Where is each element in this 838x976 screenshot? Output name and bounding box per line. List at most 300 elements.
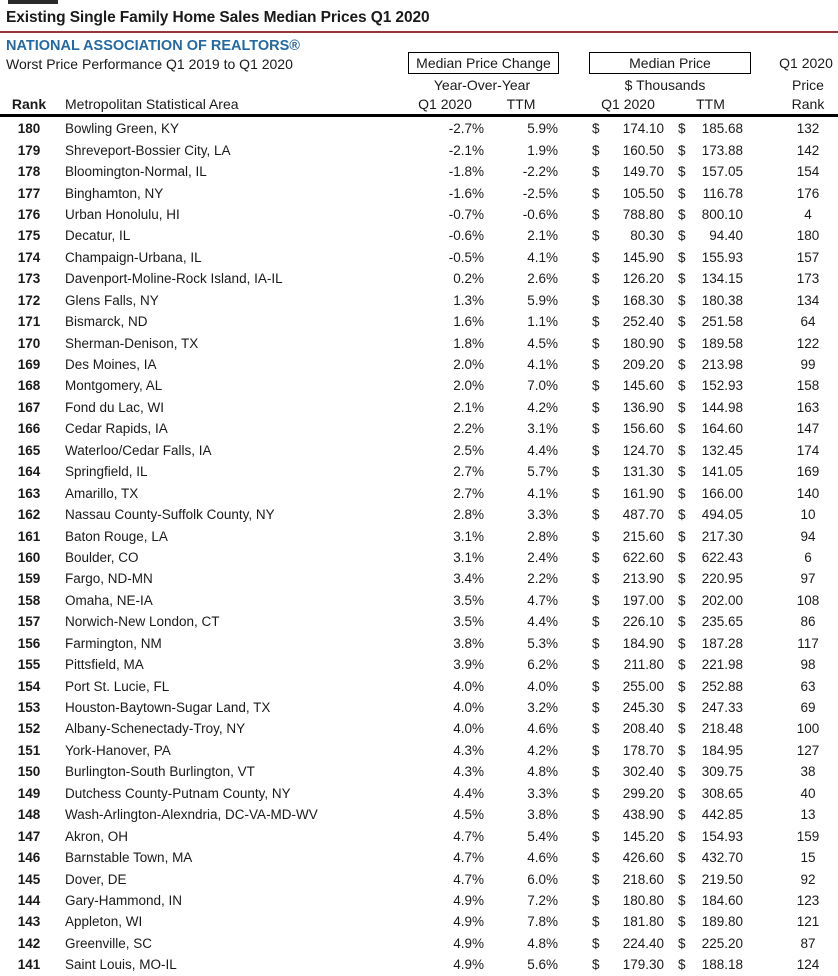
row-yoy-q1-2020: 4.0% <box>453 678 484 694</box>
row-yoy-q1-2020: 1.6% <box>453 314 484 330</box>
row-metro-area: Nassau County-Suffolk County, NY <box>65 507 275 523</box>
price-value: 308.65 <box>701 785 743 801</box>
currency-symbol: $ <box>678 828 686 844</box>
row-metro-area: Fond du Lac, WI <box>65 399 165 415</box>
currency-symbol: $ <box>592 742 600 758</box>
currency-symbol: $ <box>678 314 686 330</box>
row-metro-area: Amarillo, TX <box>65 485 139 501</box>
row-median-price-q1-2020 <box>558 593 664 608</box>
table-row <box>0 182 838 203</box>
price-value: 309.75 <box>701 764 743 780</box>
row-rank: 155 <box>17 657 41 673</box>
price-value: 179.30 <box>622 957 664 973</box>
row-yoy-ttm: 5.9% <box>527 121 558 137</box>
price-value: 181.80 <box>622 914 664 930</box>
price-value: 126.20 <box>622 271 664 287</box>
price-value: 219.50 <box>701 871 743 887</box>
row-yoy-q1-2020: 3.4% <box>453 571 484 587</box>
row-metro-area: Omaha, NE-IA <box>65 592 153 608</box>
title-rule <box>0 31 838 33</box>
row-metro-area: York-Hanover, PA <box>65 742 171 758</box>
subheader-row <box>0 77 838 93</box>
currency-symbol: $ <box>592 957 600 973</box>
row-price-rank: 159 <box>796 828 820 844</box>
table-row <box>0 633 838 654</box>
row-median-price-ttm <box>664 893 752 908</box>
row-yoy-ttm: 7.8% <box>527 914 558 930</box>
price-value: 124.70 <box>622 442 664 458</box>
price-value: 144.98 <box>701 399 743 415</box>
row-yoy-q1-2020: 2.5% <box>453 442 484 458</box>
price-value: 208.40 <box>622 721 664 737</box>
row-yoy-ttm: 5.9% <box>527 292 558 308</box>
currency-symbol: $ <box>592 378 600 394</box>
row-metro-area: Dutchess County-Putnam County, NY <box>65 785 291 801</box>
row-yoy-q1-2020: 4.3% <box>453 742 484 758</box>
row-yoy-q1-2020: 1.8% <box>453 335 484 351</box>
row-median-price-ttm <box>664 443 752 458</box>
row-median-price-ttm <box>664 250 752 265</box>
row-median-price-ttm <box>664 550 752 565</box>
column-header-price-ttm: TTM <box>696 96 725 112</box>
price-value: 136.90 <box>622 399 664 415</box>
row-metro-area: Champaign-Urbana, IL <box>65 249 202 265</box>
row-yoy-q1-2020: 4.5% <box>453 807 484 823</box>
table-row <box>0 418 838 439</box>
row-yoy-q1-2020: 2.0% <box>453 357 484 373</box>
row-rank: 148 <box>17 807 41 823</box>
table-row <box>0 740 838 761</box>
row-rank: 161 <box>17 528 41 544</box>
row-median-price-q1-2020 <box>558 464 664 479</box>
row-median-price-q1-2020 <box>558 957 664 972</box>
currency-symbol: $ <box>678 700 686 716</box>
row-metro-area: Barnstable Town, MA <box>65 850 193 866</box>
row-price-rank: 180 <box>796 228 820 244</box>
price-value: 178.70 <box>622 742 664 758</box>
row-median-price-q1-2020 <box>558 378 664 393</box>
row-price-rank: 169 <box>796 464 820 480</box>
table-row <box>0 847 838 868</box>
row-metro-area: Norwich-New London, CT <box>65 614 220 630</box>
price-value: 164.60 <box>701 421 743 437</box>
price-value: 225.20 <box>701 935 743 951</box>
price-value: 94.40 <box>709 228 743 244</box>
row-price-rank: 100 <box>796 721 820 737</box>
row-median-price-q1-2020 <box>558 614 664 629</box>
row-median-price-q1-2020 <box>558 336 664 351</box>
row-median-price-q1-2020 <box>558 357 664 372</box>
currency-symbol: $ <box>678 892 686 908</box>
price-value: 188.18 <box>701 957 743 973</box>
column-header-rank: Rank <box>11 96 47 112</box>
row-yoy-q1-2020: 3.8% <box>453 635 484 651</box>
table-row <box>0 204 838 225</box>
row-yoy-ttm: 2.1% <box>527 228 558 244</box>
row-median-price-ttm <box>664 807 752 822</box>
row-yoy-ttm: 5.3% <box>527 635 558 651</box>
row-rank: 178 <box>17 164 41 180</box>
row-yoy-ttm: 4.4% <box>527 442 558 458</box>
row-yoy-ttm: 4.8% <box>527 764 558 780</box>
row-yoy-q1-2020: 1.3% <box>453 292 484 308</box>
row-yoy-ttm: 6.0% <box>527 871 558 887</box>
row-price-rank: 97 <box>800 571 816 587</box>
row-median-price-ttm <box>664 464 752 479</box>
row-yoy-ttm: -0.6% <box>522 206 558 222</box>
row-median-price-ttm <box>664 507 752 522</box>
row-median-price-ttm <box>664 593 752 608</box>
row-rank: 179 <box>17 142 41 158</box>
row-price-rank: 122 <box>796 335 820 351</box>
row-price-rank: 123 <box>796 892 820 908</box>
table-row <box>0 397 838 418</box>
price-value: 247.33 <box>701 700 743 716</box>
table-row <box>0 954 838 975</box>
row-metro-area: Bloomington-Normal, IL <box>65 164 207 180</box>
row-price-rank: 69 <box>800 700 816 716</box>
row-median-price-q1-2020 <box>558 829 664 844</box>
row-rank: 175 <box>17 228 41 244</box>
row-metro-area: Boulder, CO <box>65 549 139 565</box>
currency-symbol: $ <box>678 142 686 158</box>
report-subtitle: Worst Price Performance Q1 2019 to Q1 2020 <box>6 56 293 72</box>
row-median-price-q1-2020 <box>558 293 664 308</box>
currency-symbol: $ <box>678 785 686 801</box>
row-median-price-q1-2020 <box>558 807 664 822</box>
currency-symbol: $ <box>592 807 600 823</box>
row-yoy-ttm: 4.1% <box>527 357 558 373</box>
price-value: 209.20 <box>622 357 664 373</box>
row-rank: 162 <box>17 507 41 523</box>
currency-symbol: $ <box>592 399 600 415</box>
currency-symbol: $ <box>592 292 600 308</box>
group-header-median-price-change: Median Price Change <box>408 52 559 74</box>
row-rank: 177 <box>17 185 41 201</box>
row-metro-area: Davenport-Moline-Rock Island, IA-IL <box>65 271 283 287</box>
price-value: 442.85 <box>701 807 743 823</box>
row-yoy-q1-2020: 4.7% <box>453 828 484 844</box>
table-row <box>0 761 838 782</box>
row-median-price-ttm <box>664 143 752 158</box>
currency-symbol: $ <box>678 121 686 137</box>
price-value: 161.90 <box>622 485 664 501</box>
row-median-price-ttm <box>664 957 752 972</box>
row-rank: 142 <box>17 935 41 951</box>
row-metro-area: Waterloo/Cedar Falls, IA <box>65 442 212 458</box>
row-price-rank: 86 <box>800 614 816 630</box>
price-value: 160.50 <box>622 142 664 158</box>
row-yoy-q1-2020: 4.9% <box>453 914 484 930</box>
row-metro-area: Montgomery, AL <box>65 378 163 394</box>
currency-symbol: $ <box>678 271 686 287</box>
row-yoy-q1-2020: 3.5% <box>453 592 484 608</box>
price-value: 154.93 <box>701 828 743 844</box>
column-header-metro-area: Metropolitan Statistical Area <box>65 96 239 112</box>
price-value: 156.60 <box>622 421 664 437</box>
row-median-price-ttm <box>664 336 752 351</box>
table-row <box>0 139 838 160</box>
row-yoy-ttm: 6.2% <box>527 657 558 673</box>
row-metro-area: Albany-Schenectady-Troy, NY <box>65 721 246 737</box>
currency-symbol: $ <box>592 421 600 437</box>
row-metro-area: Gary-Hammond, IN <box>65 892 183 908</box>
currency-symbol: $ <box>592 442 600 458</box>
row-median-price-q1-2020 <box>558 914 664 929</box>
row-price-rank: 10 <box>800 507 816 523</box>
row-price-rank: 92 <box>800 871 816 887</box>
table-row <box>0 547 838 568</box>
currency-symbol: $ <box>678 528 686 544</box>
table-row <box>0 525 838 546</box>
row-yoy-q1-2020: -1.8% <box>448 164 484 180</box>
row-price-rank: 98 <box>800 657 816 673</box>
top-edge-artifact <box>8 0 58 4</box>
row-rank: 173 <box>17 271 41 287</box>
row-rank: 141 <box>17 957 41 973</box>
group-header-median-price: Median Price <box>589 52 751 74</box>
row-rank: 159 <box>17 571 41 587</box>
table-row <box>0 718 838 739</box>
price-value: 251.58 <box>701 314 743 330</box>
row-yoy-ttm: 5.4% <box>527 828 558 844</box>
price-value: 189.80 <box>701 914 743 930</box>
table-row <box>0 440 838 461</box>
row-yoy-q1-2020: 3.5% <box>453 614 484 630</box>
currency-symbol: $ <box>678 164 686 180</box>
currency-symbol: $ <box>678 464 686 480</box>
table-row <box>0 911 838 932</box>
price-value: 180.90 <box>622 335 664 351</box>
currency-symbol: $ <box>592 721 600 737</box>
currency-symbol: $ <box>678 335 686 351</box>
row-rank: 144 <box>17 892 41 908</box>
row-median-price-q1-2020 <box>558 250 664 265</box>
table-row <box>0 268 838 289</box>
row-rank: 153 <box>17 700 41 716</box>
row-yoy-q1-2020: -0.6% <box>448 228 484 244</box>
subheader-year-over-year: Year-Over-Year <box>433 77 531 93</box>
row-price-rank: 142 <box>796 142 820 158</box>
column-header-yoy-ttm: TTM <box>506 96 536 112</box>
currency-symbol: $ <box>592 785 600 801</box>
currency-symbol: $ <box>678 185 686 201</box>
price-value: 155.93 <box>701 249 743 265</box>
row-yoy-q1-2020: 2.1% <box>453 399 484 415</box>
row-price-rank: 173 <box>796 271 820 287</box>
price-value: 145.60 <box>622 378 664 394</box>
row-metro-area: Sherman-Denison, TX <box>65 335 199 351</box>
currency-symbol: $ <box>592 892 600 908</box>
price-value: 788.80 <box>622 206 664 222</box>
price-value: 149.70 <box>622 164 664 180</box>
row-rank: 180 <box>17 121 41 137</box>
row-median-price-q1-2020 <box>558 657 664 672</box>
currency-symbol: $ <box>678 914 686 930</box>
row-yoy-q1-2020: 0.2% <box>453 271 484 287</box>
row-median-price-q1-2020 <box>558 121 664 136</box>
table-row <box>0 654 838 675</box>
row-median-price-ttm <box>664 764 752 779</box>
row-median-price-ttm <box>664 936 752 951</box>
row-yoy-ttm: 4.6% <box>527 721 558 737</box>
row-median-price-ttm <box>664 636 752 651</box>
row-median-price-ttm <box>664 743 752 758</box>
price-value: 157.05 <box>701 164 743 180</box>
currency-symbol: $ <box>678 957 686 973</box>
currency-symbol: $ <box>678 850 686 866</box>
row-median-price-q1-2020 <box>558 636 664 651</box>
price-value: 252.88 <box>701 678 743 694</box>
row-median-price-ttm <box>664 186 752 201</box>
price-value: 197.00 <box>622 592 664 608</box>
price-value: 116.78 <box>702 185 743 201</box>
row-rank: 152 <box>17 721 41 737</box>
row-metro-area: Shreveport-Bossier City, LA <box>65 142 231 158</box>
row-yoy-q1-2020: 4.0% <box>453 721 484 737</box>
row-median-price-ttm <box>664 228 752 243</box>
row-median-price-ttm <box>664 207 752 222</box>
row-metro-area: Houston-Baytown-Sugar Land, TX <box>65 700 271 716</box>
price-value: 184.60 <box>701 892 743 908</box>
row-price-rank: 117 <box>797 635 819 651</box>
group-header-price-rank-line1: Q1 2020 <box>779 55 833 71</box>
currency-symbol: $ <box>592 657 600 673</box>
row-yoy-ttm: 4.2% <box>527 742 558 758</box>
row-metro-area: Wash-Arlington-Alexndria, DC-VA-MD-WV <box>65 807 318 823</box>
row-yoy-q1-2020: 3.9% <box>453 657 484 673</box>
row-median-price-ttm <box>664 700 752 715</box>
row-yoy-ttm: 4.5% <box>527 335 558 351</box>
header-divider <box>0 114 838 117</box>
currency-symbol: $ <box>592 357 600 373</box>
row-yoy-q1-2020: 4.7% <box>453 850 484 866</box>
currency-symbol: $ <box>592 549 600 565</box>
row-metro-area: Springfield, IL <box>65 464 148 480</box>
row-price-rank: 87 <box>800 935 816 951</box>
price-value: 105.50 <box>622 185 664 201</box>
table-row <box>0 890 838 911</box>
currency-symbol: $ <box>592 228 600 244</box>
price-value: 235.65 <box>701 614 743 630</box>
row-yoy-ttm: 2.8% <box>527 528 558 544</box>
row-yoy-q1-2020: 2.7% <box>453 464 484 480</box>
row-metro-area: Cedar Rapids, IA <box>65 421 168 437</box>
price-value: 487.70 <box>622 507 664 523</box>
row-median-price-q1-2020 <box>558 400 664 415</box>
column-header-yoy-q1: Q1 2020 <box>418 96 472 112</box>
table-row <box>0 482 838 503</box>
row-median-price-ttm <box>664 657 752 672</box>
row-price-rank: 158 <box>796 378 820 394</box>
row-median-price-q1-2020 <box>558 571 664 586</box>
currency-symbol: $ <box>678 592 686 608</box>
row-yoy-q1-2020: 4.0% <box>453 700 484 716</box>
row-rank: 172 <box>17 292 41 308</box>
row-median-price-ttm <box>664 721 752 736</box>
row-median-price-ttm <box>664 421 752 436</box>
price-value: 141.05 <box>701 464 743 480</box>
row-metro-area: Baton Rouge, LA <box>65 528 168 544</box>
table-row <box>0 354 838 375</box>
price-value: 221.98 <box>701 657 743 673</box>
subheader-thousands: $ Thousands <box>624 77 706 93</box>
row-yoy-ttm: 4.4% <box>527 614 558 630</box>
row-rank: 166 <box>17 421 41 437</box>
currency-symbol: $ <box>592 164 600 180</box>
currency-symbol: $ <box>592 485 600 501</box>
group-header-price-rank-line2: Price <box>792 77 824 93</box>
currency-symbol: $ <box>678 357 686 373</box>
row-price-rank: 140 <box>796 485 820 501</box>
currency-symbol: $ <box>592 464 600 480</box>
row-yoy-q1-2020: 3.1% <box>453 549 484 565</box>
table-body <box>0 118 838 976</box>
price-value: 132.45 <box>701 442 743 458</box>
row-median-price-ttm <box>664 850 752 865</box>
row-median-price-q1-2020 <box>558 936 664 951</box>
row-metro-area: Port St. Lucie, FL <box>65 678 170 694</box>
row-yoy-ttm: 7.2% <box>527 892 558 908</box>
row-rank: 168 <box>17 378 41 394</box>
row-median-price-ttm <box>664 378 752 393</box>
price-value: 432.70 <box>701 850 743 866</box>
table-row <box>0 783 838 804</box>
currency-symbol: $ <box>678 421 686 437</box>
row-metro-area: Farmington, NM <box>65 635 162 651</box>
row-rank: 151 <box>17 742 41 758</box>
currency-symbol: $ <box>592 592 600 608</box>
row-median-price-q1-2020 <box>558 443 664 458</box>
row-median-price-ttm <box>664 829 752 844</box>
price-value: 302.40 <box>622 764 664 780</box>
row-yoy-q1-2020: 2.8% <box>453 507 484 523</box>
row-median-price-ttm <box>664 314 752 329</box>
price-value: 189.58 <box>701 335 743 351</box>
currency-symbol: $ <box>592 249 600 265</box>
row-median-price-q1-2020 <box>558 550 664 565</box>
price-value: 168.30 <box>622 292 664 308</box>
row-rank: 169 <box>17 357 41 373</box>
currency-symbol: $ <box>678 378 686 394</box>
table-row <box>0 225 838 246</box>
price-value: 145.90 <box>622 249 664 265</box>
row-metro-area: Akron, OH <box>65 828 129 844</box>
row-median-price-q1-2020 <box>558 786 664 801</box>
row-median-price-ttm <box>664 486 752 501</box>
table-row <box>0 332 838 353</box>
price-value: 213.90 <box>622 571 664 587</box>
row-yoy-ttm: 5.6% <box>527 957 558 973</box>
price-value: 213.98 <box>701 357 743 373</box>
price-value: 218.48 <box>701 721 743 737</box>
table-row <box>0 375 838 396</box>
row-rank: 167 <box>17 399 41 415</box>
row-yoy-ttm: 4.1% <box>527 249 558 265</box>
table-row <box>0 675 838 696</box>
row-yoy-q1-2020: 2.7% <box>453 485 484 501</box>
row-yoy-q1-2020: -0.5% <box>448 249 484 265</box>
currency-symbol: $ <box>678 614 686 630</box>
table-row <box>0 697 838 718</box>
currency-symbol: $ <box>592 335 600 351</box>
row-rank: 147 <box>17 828 41 844</box>
row-price-rank: 157 <box>796 249 820 265</box>
row-rank: 176 <box>17 206 41 222</box>
row-median-price-ttm <box>664 357 752 372</box>
price-value: 426.60 <box>622 850 664 866</box>
row-yoy-q1-2020: -1.6% <box>448 185 484 201</box>
